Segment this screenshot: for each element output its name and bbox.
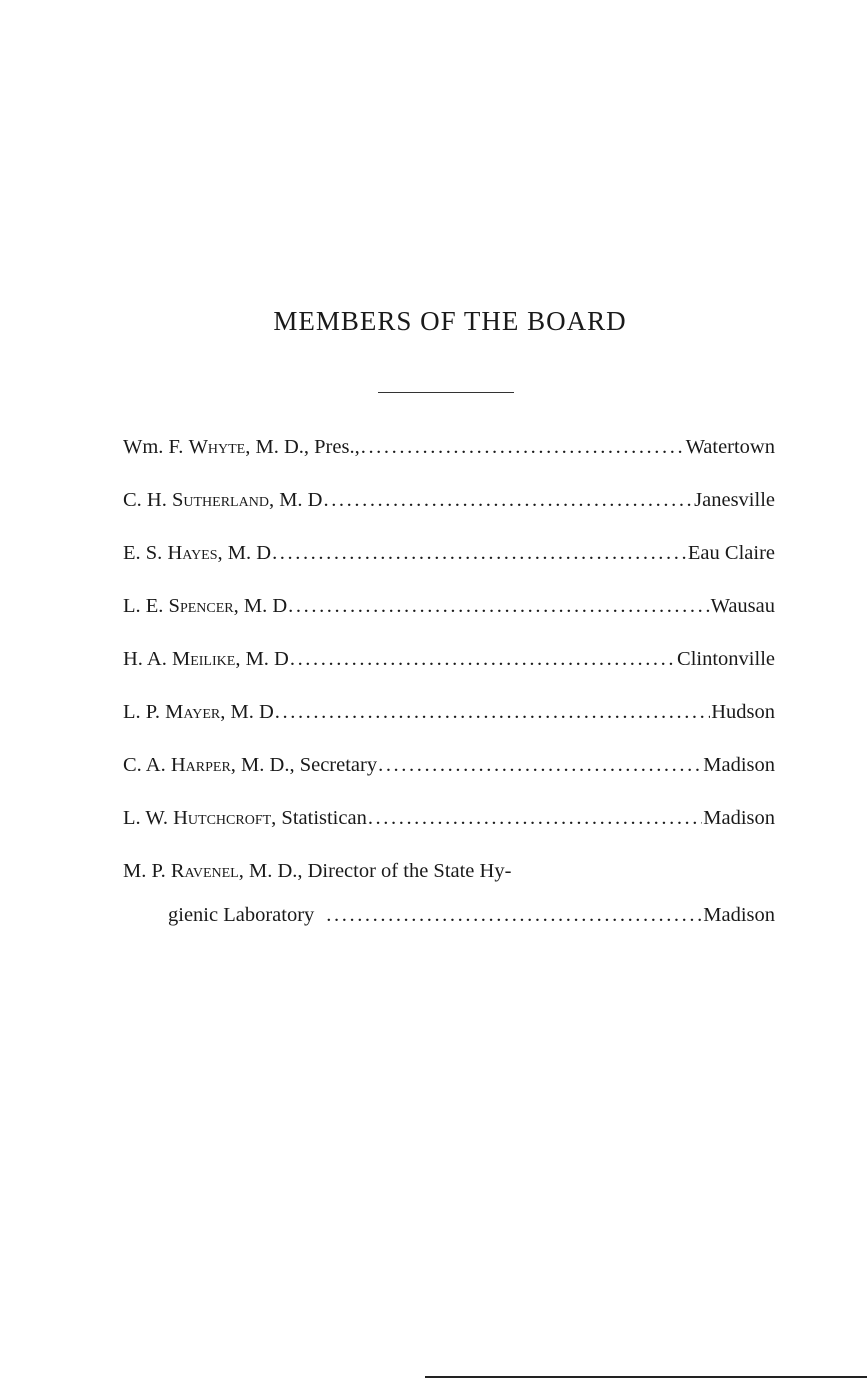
member-row-line2 bbox=[123, 904, 775, 927]
member-name: Wm. F. Whyte, M. D., Pres., bbox=[123, 436, 360, 458]
member-name: L. E. Spencer, M. D bbox=[123, 595, 288, 617]
member-name: E. S. Hayes, M. D bbox=[123, 542, 272, 564]
member-place: Wausau bbox=[710, 595, 775, 617]
member-name: C. H. Sutherland, M. D bbox=[123, 489, 323, 511]
member-name: C. A. Harper, M. D., Secretary bbox=[123, 754, 378, 776]
member-place: Madison bbox=[703, 807, 775, 829]
page-bottom-rule bbox=[425, 1376, 867, 1378]
page-title: MEMBERS OF THE BOARD bbox=[273, 306, 627, 336]
member-name-continuation: gienic Laboratory bbox=[168, 904, 315, 926]
title-divider bbox=[378, 392, 514, 393]
member-name: H. A. Meilike, M. D bbox=[123, 648, 289, 670]
member-row bbox=[123, 595, 775, 648]
dot-leader bbox=[368, 807, 702, 830]
member-place: Janesville bbox=[694, 489, 775, 511]
dot-leader bbox=[290, 648, 676, 671]
dot-leader bbox=[326, 904, 702, 927]
member-place: Madison bbox=[703, 754, 775, 776]
member-row bbox=[123, 701, 775, 754]
dot-leader bbox=[275, 701, 710, 724]
dot-leader bbox=[323, 489, 693, 512]
member-place: Hudson bbox=[711, 701, 775, 723]
member-place: Clintonville bbox=[677, 648, 775, 670]
dot-leader bbox=[361, 436, 685, 459]
member-row bbox=[123, 648, 775, 701]
dot-leader bbox=[378, 754, 702, 777]
member-name: L. W. Hutchcroft, Statistican bbox=[123, 807, 367, 829]
member-row bbox=[123, 754, 775, 807]
member-place: Madison bbox=[703, 904, 775, 926]
dot-leader bbox=[288, 595, 709, 618]
dot-leader bbox=[272, 542, 687, 565]
member-place: Eau Claire bbox=[687, 542, 775, 564]
member-name: L. P. Mayer, M. D bbox=[123, 701, 274, 723]
members-list bbox=[123, 436, 775, 927]
member-row-line1: M. P. Ravenel, M. D., Director of the State Hy- bbox=[123, 860, 512, 882]
member-place: Watertown bbox=[685, 436, 775, 458]
member-row bbox=[123, 807, 775, 860]
member-row bbox=[123, 542, 775, 595]
member-row bbox=[123, 489, 775, 542]
member-row bbox=[123, 436, 775, 489]
